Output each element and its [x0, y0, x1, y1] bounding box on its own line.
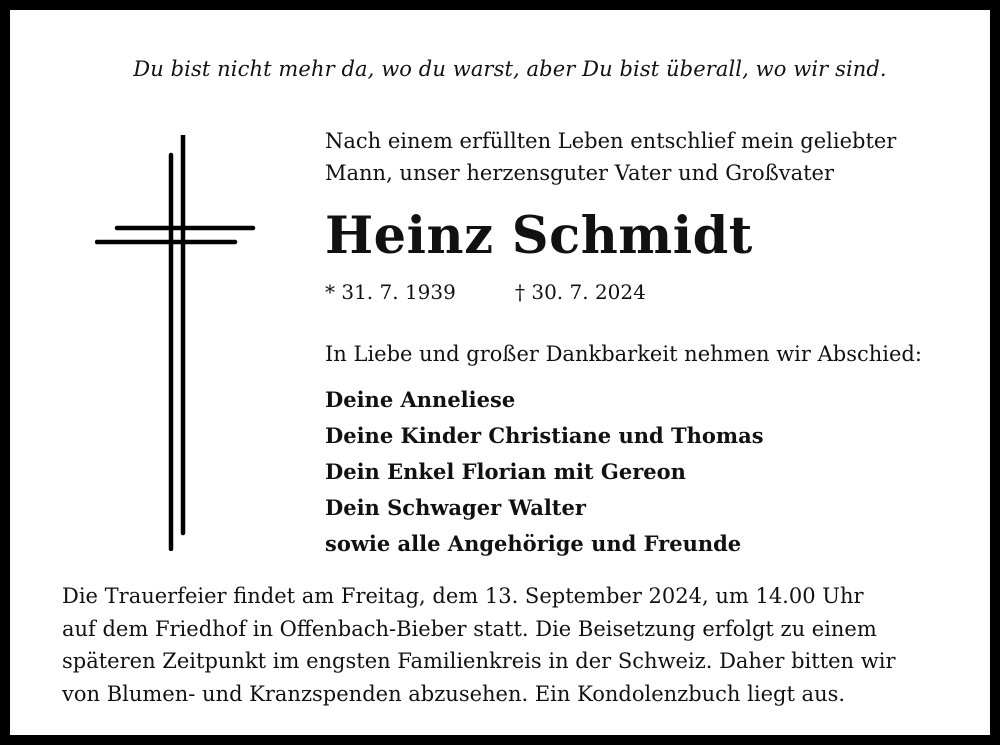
notice-line: Die Trauerfeier findet am Freitag, dem 13. September 2024, um 14.00 Uhr — [62, 584, 864, 608]
motto-quote: Du bist nicht mehr da, wo du warst, aber Du bist überall, wo wir sind. — [133, 57, 887, 81]
mourner-entry: sowie alle Angehörige und Freunde — [325, 531, 742, 556]
mourner-entry: Dein Enkel Florian mit Gereon — [325, 459, 686, 484]
notice-line: späteren Zeitpunkt im engsten Familienkreis in der Schweiz. Daher bitten wir — [62, 649, 896, 673]
intro-line: Nach einem erfüllten Leben entschlief mein geliebter — [325, 129, 897, 153]
mourner-entry: Deine Kinder Christiane und Thomas — [325, 423, 764, 448]
notice-line: von Blumen- und Kranzspenden abzusehen. Ein Kondolenzbuch liegt aus. — [62, 681, 846, 706]
funeral-notice — [62, 580, 896, 710]
mourner-entry: Deine Anneliese — [325, 387, 516, 412]
birth-date: * 31. 7. 1939 — [325, 280, 456, 304]
death-date: † 30. 7. 2024 — [515, 280, 646, 304]
intro-text — [325, 125, 896, 189]
deceased-name: Heinz Schmidt — [325, 206, 753, 266]
cross-icon — [95, 135, 257, 551]
mourner-entry: Dein Schwager Walter — [325, 495, 586, 520]
notice-line: auf dem Friedhof in Offenbach-Bieber statt. Die Beisetzung erfolgt zu einem — [62, 616, 877, 641]
farewell-line: In Liebe und großer Dankbarkeit nehmen wir Abschied: — [325, 342, 922, 366]
intro-line: Mann, unser herzensguter Vater und Großvater — [325, 161, 835, 185]
mourners-list — [325, 382, 764, 562]
